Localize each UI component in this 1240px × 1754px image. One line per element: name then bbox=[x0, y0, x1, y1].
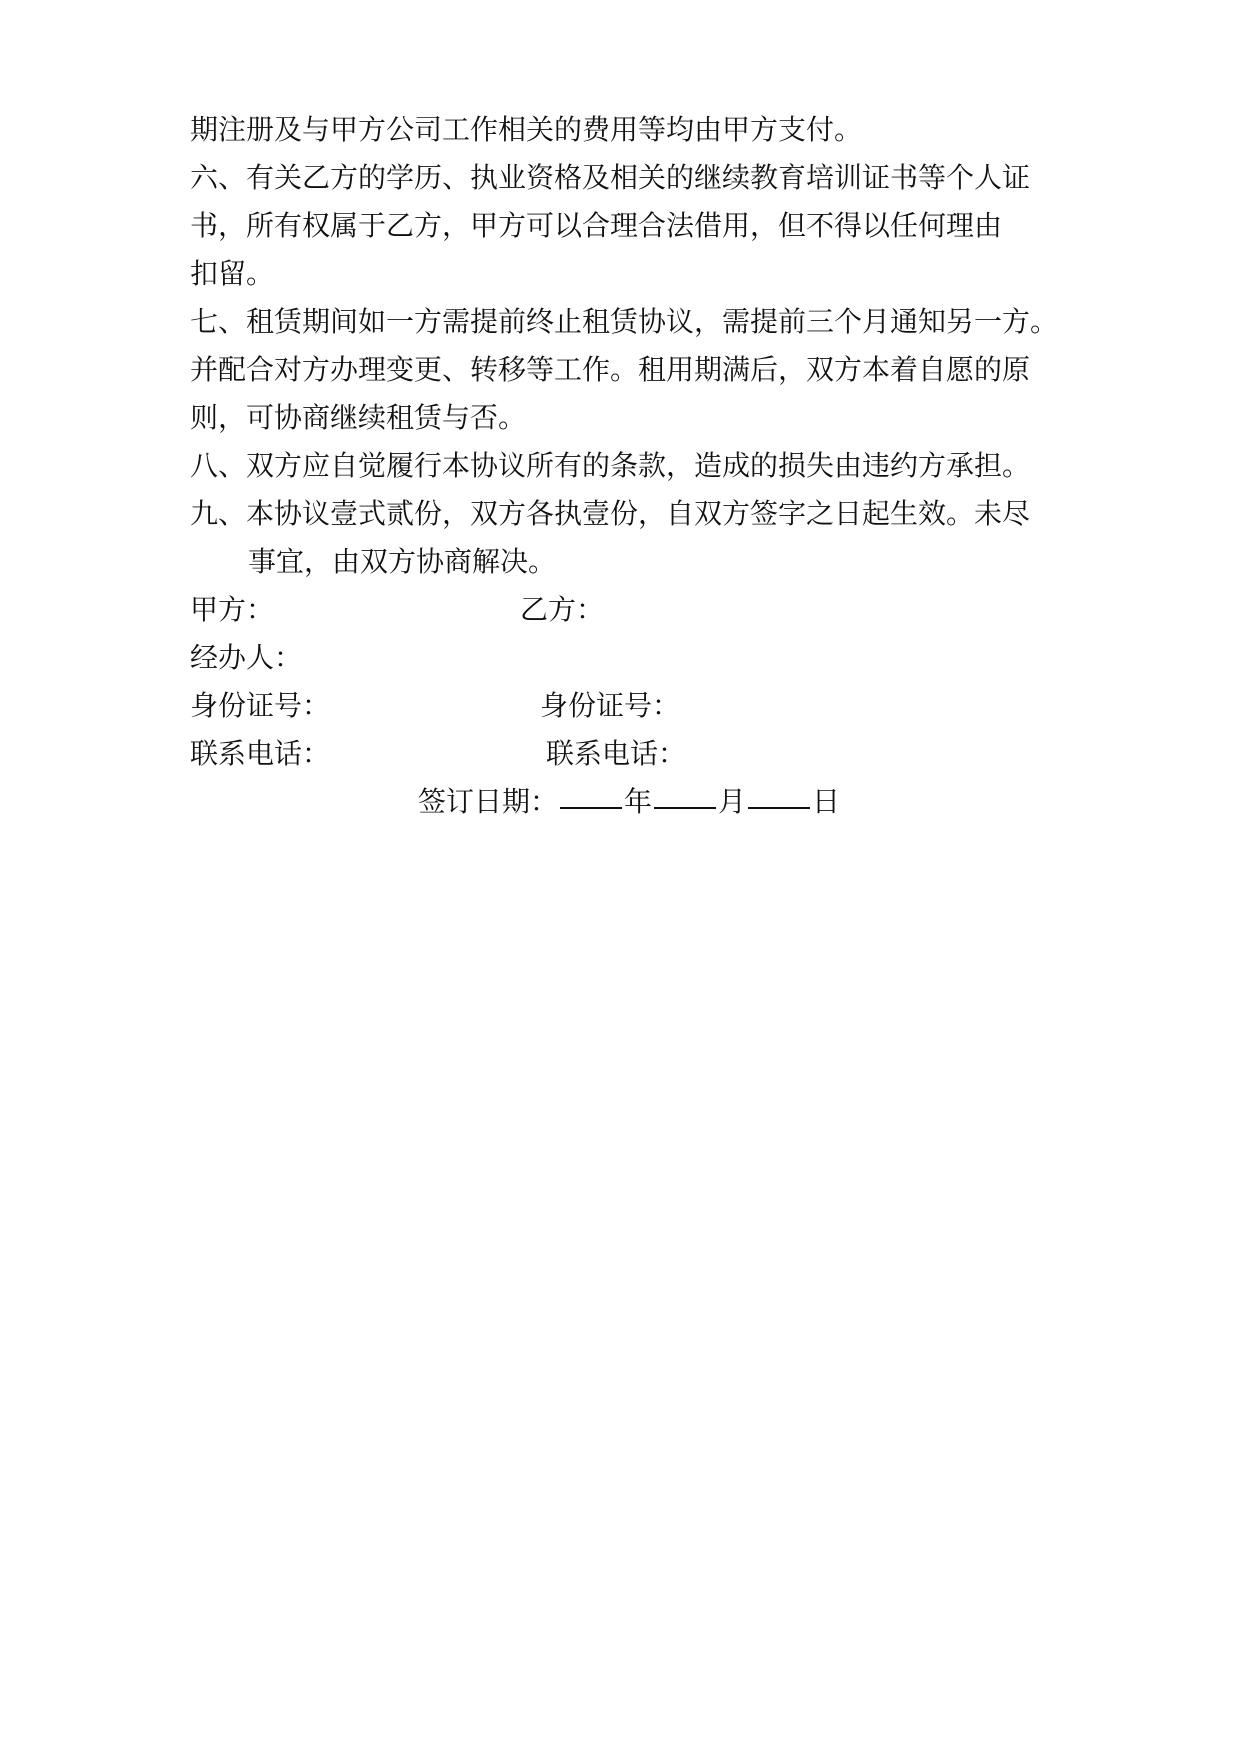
day-blank bbox=[748, 806, 810, 809]
agent-label: 经办人： bbox=[190, 641, 303, 674]
phone-a-label: 联系电话： bbox=[190, 737, 331, 770]
clause-7-line-3: 则，可协商继续租赁与否。 bbox=[190, 401, 527, 434]
month-blank bbox=[654, 806, 716, 809]
party-b-label: 乙方： bbox=[520, 593, 605, 626]
day-label: 日 bbox=[812, 785, 841, 818]
clause-6-line-2: 书，所有权属于乙方，甲方可以合理合法借用，但不得以任何理由 bbox=[190, 209, 1003, 242]
phone-b-label: 联系电话： bbox=[546, 737, 687, 770]
signing-date-label: 签订日期： bbox=[418, 785, 559, 818]
clause-9-line-2: 事宜，由双方协商解决。 bbox=[248, 545, 557, 578]
id-b-label: 身份证号： bbox=[540, 689, 681, 722]
clause-8-line-1: 八、双方应自觉履行本协议所有的条款，造成的损失由违约方承担。 bbox=[190, 449, 1031, 482]
signing-date bbox=[418, 778, 840, 826]
clause-6-line-3: 扣留。 bbox=[190, 257, 275, 290]
clause-9-line-1: 九、本协议壹式贰份，双方各执壹份，自双方签字之日起生效。未尽 bbox=[190, 497, 1031, 530]
signature-row-phone bbox=[190, 730, 1070, 778]
clause-6-line-1: 六、有关乙方的学历、执业资格及相关的继续教育培训证书等个人证 bbox=[190, 161, 1031, 194]
month-label: 月 bbox=[718, 785, 747, 818]
clause-7-line-1: 七、租赁期间如一方需提前终止租赁协议，需提前三个月通知另一方。 bbox=[190, 305, 1059, 338]
signature-row-party bbox=[190, 586, 1070, 634]
id-a-label: 身份证号： bbox=[190, 689, 331, 722]
paragraph-line-1: 期注册及与甲方公司工作相关的费用等均由甲方支付。 bbox=[190, 113, 863, 146]
year-label: 年 bbox=[624, 785, 653, 818]
year-blank bbox=[560, 806, 622, 809]
signature-row-id bbox=[190, 682, 1070, 730]
clause-7-line-2: 并配合对方办理变更、转移等工作。租用期满后，双方本着自愿的原 bbox=[190, 353, 1031, 386]
party-a-label: 甲方： bbox=[190, 593, 275, 626]
